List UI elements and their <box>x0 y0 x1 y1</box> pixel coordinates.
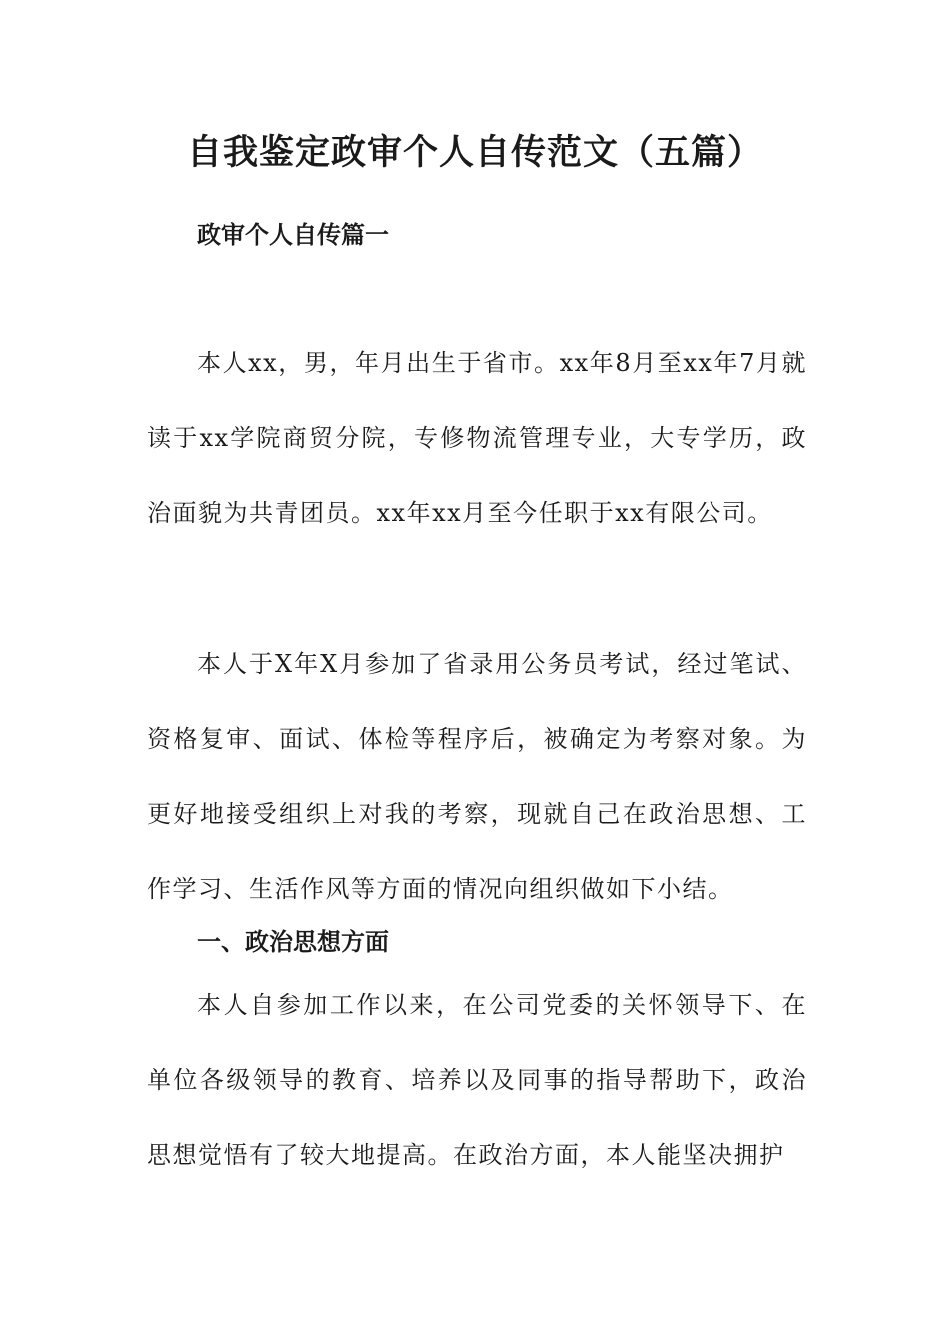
section-heading: 政审个人自传篇一 <box>197 220 389 249</box>
paragraph-personal-info: 本人xx，男，年月出生于省市。xx年8月至xx年7月就读于xx学院商贸分院，专修物流管理专业，大专学历，政治面貌为共青团员。xx年xx月至今任职于xx有限公司。 <box>147 349 807 527</box>
document-title: 自我鉴定政审个人自传范文（五篇） <box>186 132 763 173</box>
paragraph-exam-summary: 本人于X年X月参加了省录用公务员考试，经过笔试、资格复审、面试、体检等程序后，被确定为考察对象。为更好地接受组织上对我的考察，现就自己在政治思想、工作学习、生活作风等方面的情况向组织做如下小结。 <box>147 650 807 903</box>
subheading-political-thought: 一、政治思想方面 <box>197 927 389 956</box>
paragraph-political-thought: 本人自参加工作以来，在公司党委的关怀领导下、在单位各级领导的教育、培养以及同事的指导帮助下，政治思想觉悟有了较大地提高。在政治方面，本人能坚决拥护 <box>147 991 807 1169</box>
